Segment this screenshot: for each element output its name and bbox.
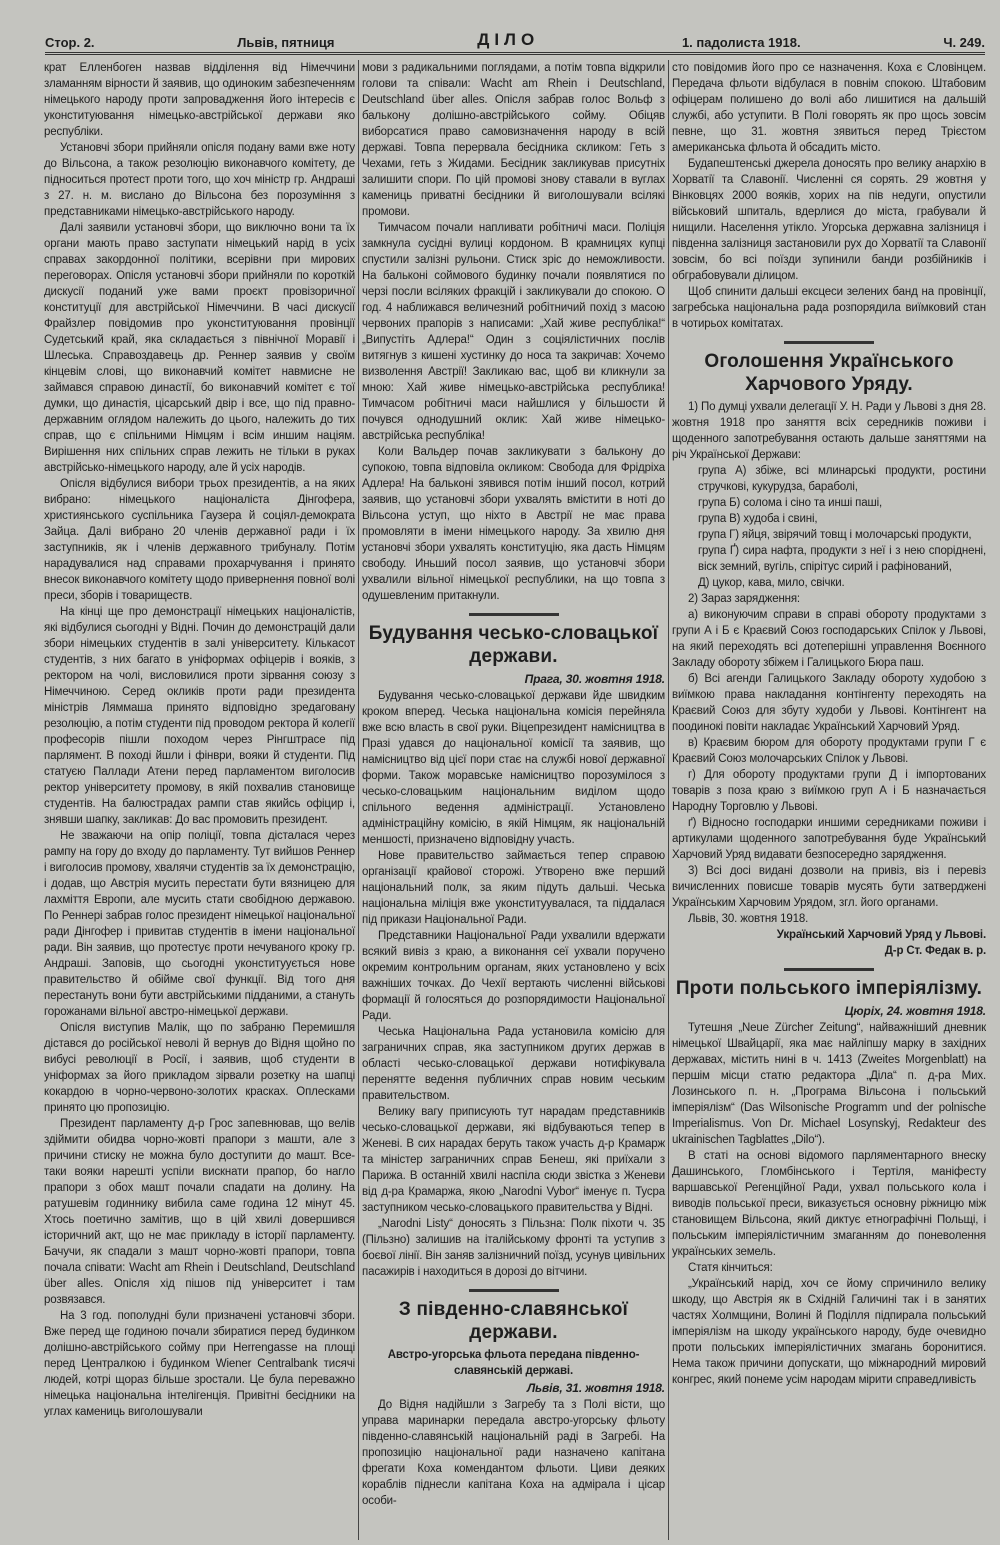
- page-header: [45, 28, 985, 55]
- column-3: [672, 60, 986, 1388]
- dateline: Львів, 31. жовтня 1918.: [526, 1381, 665, 1395]
- paragraph: 1) По думці ухвали делегації У. Н. Ради у Львові з дня 28. жовтня 1918 про заняття всіх середників поживи і щоденного запотребування остають дальше заняттями на річ Української Держави:: [672, 401, 986, 461]
- newspaper-title: ДІЛО: [477, 30, 540, 49]
- paragraph: Коли Вальдер почав закликувати з балькону до супокою, товпа відповіла окликом: Свобода для Фрідріха Адлера! На бальконі зявився потім інший посол, котрий заявив, що установчі збори ухвалять вмістити в ноті до Вільсона уступ, що ніхто в Австрії не має права промовляти в імени німецького народу. За хвилю дня установчі збори ухвалять конституцію, яка дасть Німцям свободу. Иньший посол заявив, що установчі збори ухвалили вільної німецької республики, на що товпа з одушевленим притакнули.: [362, 446, 665, 602]
- issue-date: 1. падолиста 1918.: [681, 35, 801, 50]
- article-headline: Оголошення Українського Харчового Уряду.: [704, 351, 954, 395]
- article-headline: Проти польського імперіялізму.: [675, 978, 983, 999]
- paragraph: сто повідомив його про се назначення. Коха є Словінцем. Передача фльоти відбулася в повнім спокою. Штабовим офіцерам полишено до волі або лишитися на дальшій службі, або уступити. В Полі говорять як про щось зовсім певне, що 31. жовтня зявиться перед Трієстом американська фльота й обсадить місто.: [672, 62, 986, 154]
- list-item: група В) худоба і свині,: [698, 513, 818, 525]
- paragraph: Тутешня „Neue Zürcher Zeitung“, найважніший дневник німецької Швайцарії, яка має найліпшу марку в західних державах, містить нині в ч. 1413 (Zweites Morgenblatt) на першім місци статю редактора „Діла“ п. д-ра Мих. Лозинського п. н. „Програма Вільсона і польський імперіялізм“ (Das Wilsonische Programm und der polnische Imperialismus. Von Dr. Michael Losynskyj, Redakteur des ukrainischen Tagblattes „Dilo“).: [672, 1022, 986, 1146]
- paragraph: На кінці ще про демонстрації німецьких націоналістів, які відбулися сьогодні у Відні. Почин до демонстрацій дали збори німецьких студентів в залі університету. Кількасот студентів, з них багато в уніформах офіцерів і вояків, з ректором на чолі, висловилися проти зірвання союзу з Німеччиною. Серед окликів проти ради президента міністрів Ляммаша принято відповідно зредаговану резолюцію, а потім студенти під проводом ректора й колегії професорів пішли походом через Рінгштрасе під парлямент. В поході йшли і фінври, вояки й студенти. Під статуєю Паллади Атени перед парламентом виголосив ректор університету промову, в якій похвалив становище студентів. На балюстрадах рампи став якийсь офіцир і, знявши шапку, закликав: До вас промовить президент.: [44, 606, 355, 826]
- column-divider: [668, 60, 669, 1540]
- paragraph: „Український нарід, хоч се йому спричинило велику шкоду, що Австрія як в Східній Галичині так і в занятих частях Холмщини, Волині й Поділля підпирала польський імперіялізм на шкоду українського народу, буде очевидно проти польських імперіялістичних змагань боронитися. Нема також причини допускати, що міжнародний мировий конгрес, який понеме усім народам мірити справедливість: [672, 1278, 986, 1386]
- paragraph: крат Елленбоген назвав відділення від Німеччини зламанням вірности й заявив, що одиноким забезпеченням німецького народу проти запровадження його інтересів є уконституювання німецько-австрійської держави яко республіки.: [44, 62, 355, 138]
- column-1: [44, 60, 355, 1420]
- column-divider: [358, 60, 359, 1540]
- list-item: група А) збіже, всі млинарські продукти, ростини стручкові, кукурудза, бараболі,: [698, 465, 986, 493]
- paragraph: На 3 год. пополудні були призначені установчі збори. Вже перед ще годиною почали збиратися перед будинком долішно-австрійського сойму при Herrengasse на площі перед Централкою і будинком Wiener Centralbank тисячі людей, котрі щораз більше зростали. Це була переважно німецька національна інтелігенція. Привітні бесідники на углах камениць виголошували: [44, 1310, 355, 1418]
- separator-rule: [469, 613, 559, 616]
- separator-rule: [469, 1289, 559, 1292]
- paragraph: Статя кінчиться:: [688, 1262, 773, 1274]
- paragraph: В статі на основі відомого парляментарного внеску Дашинського, Гломбінського і Тертіля, маніфесту варшавської Регенційної Ради, ухвал польського кола і виводів польської преси, виказується основну ріжницю між становищем Вільсона, який диктує етнографічні Польщі, і польським імперіялістичним змаганням до поневолення українських земель.: [672, 1150, 986, 1258]
- paragraph: Далі заявили установчі збори, що виключно вони та їх органи мають право заступати німецький нарід в усіх справах закордонної політики, всерівни при мирових переговорах. Опісля установчі збори прийняли по короткій дискусії поданий уже вами проєкт провізоричної конституції для австрійської Німеччини. В часі дискусії Фрайзлер повідомив про уконституювання провінції Судетський край, яка складається з північної Моравії і Шлеська. Справоздавець др. Реннер заявив у своїм кінцевім слові, що виконавчий комітет навмисне не займався справою династії, бо виконавчий комітет є тої думки, що династія, цісарський двір і все, що під правно-державним оглядом належить до цього, належить до тих справ, що є спільними Німцям і всім иншим націям. Вирішення них спільних справ лежить не тільки в руках австрійсько-німецького народу, але й усіх народів.: [44, 222, 355, 474]
- signature: Український Харчовий Уряд у Львові.: [776, 929, 986, 941]
- signature: Д-р Ст. Федак в. р.: [884, 945, 986, 957]
- paragraph: г) Для обороту продуктами групи Д і імпортованих товарів з поза краю з виїмкою груп А і Б назначається Народну Торговлю у Львові.: [672, 769, 986, 813]
- paragraph: Чеська Національна Рада установила комісію для заграничних справ, яка заступником других держав в області чесько-словацької держави нотифікувала перенятте ведення публичних справ новим чеським правительством.: [362, 1026, 665, 1102]
- paragraph: Опісля виступив Малік, що по забраню Перемишля дістався до російської неволі й вернув до Відня щойно по вибусі революції в Росії, і заявив, щоб студенти в уніформах за його прикладом зірвали розетку на шапці кокардою в чорно-червоно-золотих красках. Оплесками принято цю пропозицію.: [44, 1022, 355, 1114]
- issue-number: Ч. 249.: [943, 35, 985, 50]
- paragraph: Представники Національної Ради ухвалили вдержати всякий вивіз з краю, а виконання сеї ухвали поручено окремим контрольним органам, яких установлено у всіх важніших точках. До Чехії вертають численні військові формації й голосяться до розпорядимости Національної Ради.: [362, 930, 665, 1022]
- paragraph: Нове правительство займається тепер справою організації крайової сторожі. Утворено вже перший національний полк, за яким підуть дальші. Чеська національна міліція вже уконституувалася, та піддалася під прикази Національної Ради.: [362, 850, 665, 926]
- list-item: група Б) солома і сіно та инші паші,: [698, 497, 883, 509]
- paragraph: „Narodni Listy“ доносять з Пільзна: Полк піхоти ч. 35 (Пільзно) залишив на італійському фронті та уступив з боєвої лінії. Він заняв залізничний поїзд, усунув цивільних пасажирів і находиться в дорозі до вітчини.: [362, 1218, 665, 1278]
- paragraph: Не зважаючи на опір поліції, товпа дісталася через рампу на гору до входу до парламенту. Тут вийшов Реннер і виголосив промову, хвалячи студентів за їх демонстрацію, і додав, що Австрія мусить перестати бути вязницею для лахміття Европи, але мусить стати свобідною державою. По Реннері забрав голос президент німецької національної ради Дінгофер і привитав студентів в імени національної ради. Він заявив, що протестує проти нечуваного кроку гр. Андраші. Заповів, що сьогодні уконституується нове правительство й обійме свої функції. Від того дня перестануть вони бути австрійськими підданими, а стануть горожанами вільної австро-німецької держави.: [44, 830, 355, 1018]
- list-item: Д) цукор, кава, мило, свічки.: [698, 577, 845, 589]
- paragraph: Будування чесько-словацької держави йде швидким кроком вперед. Чеська національна комісія перейняла вже всю власть в свої руки. Віцепрезидент намісництва в Празі удався до національної комісії та заявив, що намісництво від цієї пори стає на службі нової державної форми. Також моравське намісництво порозумілося з чесько-словацьким національним виділом щодо спільного ведення адміністрації. Установлено адміністраційну комісію, в якій Німцям, як національній меншості, призначено відповідну участь.: [362, 690, 665, 846]
- list-item: група Г) яйця, звірячий товщ і молочарські продукти,: [698, 529, 972, 541]
- separator-rule: [784, 968, 874, 971]
- paragraph: 2) Зараз зарядження:: [688, 593, 800, 605]
- list-item: група Ґ) сира нафта, продукти з неї і з нею споріднені, віск земний, вугіль, спірітус сирий і рафінований,: [698, 545, 986, 573]
- dateline: Цюріх, 24. жовтня 1918.: [844, 1004, 986, 1018]
- dateline: Прага, 30. жовтня 1918.: [524, 672, 665, 686]
- separator-rule: [784, 341, 874, 344]
- paragraph: б) Всі агенди Галицького Закладу обороту худобою з виїмкою права накладання контінгенту переходять на Краєвий Союз для збуту худоби у Львові. Контінгент на поодинокі повіти накладає Український Харчовий Уряд.: [672, 673, 986, 733]
- paragraph: ґ) Відносно господарки иншими середниками поживи і артикулами щоденного запотребування буде Український Харчовий Уряд видавати безпосередно зарядження.: [672, 817, 986, 861]
- article-headline: Будування чесько-словацької держави.: [368, 623, 659, 667]
- paragraph: Тимчасом почали напливати робітничі маси. Поліція замкнула сусідні вулиці кордоном. В крамницях купці спустили залізні рульони. Стиск зріс до неможливости. На бальконі соймового будинку почали появлятися по черзі посли всіляких фракцій і закликували до спокою. О год. 4 наближався величезний робітничий похід з масою червоних прапорів з написами: „Хай живе республіка!“ „Випустіть Адлера!“ Один з соціялістичних послів витягнув з кишені хустинку до носа та закричав: Хочемо визволення Австрії! Закликаю вас, щоб ви кликнули за мною: Хай живе німецько-австрійська республика! Тимчасом робітничі маси найшлися у більшости й почувся однодушний оклик: Хай живе німецько-австрійська республіка!: [362, 222, 665, 442]
- paragraph: Будапештенські джерела доносять про велику анархію в Хорватії та Славонії. Численні ся сорять. 29 жовтня у Вінковцях 2000 вояків, хорих на пів недуги, опустили військовий шпиталь, вдерлися до міста, грабували й нищили. Населення утікло. Угорська державна залізниця і південна залізниця застановили рух до Хорватії та Славонії зовсім, бо всі поїзди зупинили банди розбійників і обграбовували ділицом.: [672, 158, 986, 282]
- paragraph: Президент парламенту д-р Грос запевнював, що велів здіймити обидва чорно-жовті прапори з машти, але з причини стиску не можна було доступити до машт. Все-таки вояки нарешті успіли вискнати прапор, бо нагло прапори з обох машт почали спадати на долину. На ратушевім годиннику вибила саме година 12 мінут 45. Хтось поетично замітив, що в цій хвилі довершився історичний акт, що не має прикладу в історії парламенту. Бачучи, як спадали з машт чорно-жовті прапори, товпа почала співати: Wacht am Rhein і Deutschland, Deutschland über alles. Опісля хід пішов під університет і там розвязався.: [44, 1118, 355, 1306]
- column-2: [362, 60, 665, 1509]
- paragraph: Опісля відбулися вибори трьох президентів, а на яких вибрано: німецького націоналіста Дінгофера, християнського суспільника Гаузера й соціял-демократа Зайца. Далі вибрано 20 членів державної ради і їх заступників, як і членів державного трибуналу. Потім нарадувалися над справами прохарчування і принято внесок виконавчого комітету щодо привернення повної волі преси, зборів і товариществ.: [44, 478, 355, 602]
- paragraph: Установчі збори прийняли опісля подану вами вже ноту до Вільсона, а також резолюцію виконавчого комітету, де підноситься протест проти того, що хоч міністр гр. Андраші з 27. н. м. вислано до Вільсона без порозуміння з представниками німецько-австрійського народу.: [44, 142, 355, 218]
- paragraph: в) Краєвим бюром для обороту продуктами групи Г є Краєвий Союз молочарських Спілок у Львові.: [672, 737, 986, 765]
- paragraph: мови з радикальними поглядами, а потім товпа відкрили голови та співали: Wacht am Rhein і Deutschland, Deutschland über alles. Опісля забрав голос Вольф з балькону долішно-австрійського сойму. Обіцяв виборсатися право самовизначення народу в всій державі. Товпа перервала бесідника скликом: Геть з Чехами, геть з Жидами. Бесідник закликував присутніх залишити спори. По цій промові знову ставали в вуглах камениць приватні бесідники й виголошували всілякі промови.: [362, 62, 665, 218]
- paragraph: Велику вагу приписують тут нарадам представників чесько-словацької держави, які відбуваються тепер в Женеві. В сих нарадах беруть також участь д-р Крамарж та міністер заграничних справ Бенеш, які приїхали з Парижа. В останній хвилі наспіла сюди звістка з Женеви від д-ра Крамаржа, якою „Narodni Vybor“ іменує п. Тусра заступником чесько-словацького правительства у Відні.: [362, 1106, 665, 1214]
- paragraph: Щоб спинити дальші ексцеси зелених банд на провінції, загребська національна рада розпорядила виїмковий стан в чотирьох комітатах.: [672, 286, 986, 330]
- paragraph: Львів, 30. жовтня 1918.: [688, 913, 809, 925]
- place-and-day: Львів, пятниця: [237, 35, 335, 50]
- paragraph: а) виконуючим справи в справі обороту продуктами з групи А і Б є Краєвий Союз господарських Спілок у Львові, на який переходять всі дотеперішні управлення Воєнного Закладу обороту збіжем і Галицького Бюра паш.: [672, 609, 986, 669]
- paragraph: До Відня надійшли з Загребу та з Полі вісти, що управа маринарки передала австро-угорську фльоту південно-славянській національній раді в Загребі. На пропозицію національної ради назначено капітана фрегати Коха комендантом фльоти. Циви деяких кораблів піднесли капітана Коха на адмірала і цісар особи-: [362, 1399, 665, 1507]
- page-number: Стор. 2.: [45, 35, 95, 50]
- article-subheadline: Австро-угорська фльота передана південно-славянській державі.: [387, 1349, 640, 1377]
- paragraph: 3) Всі досі видані дозволи на привіз, віз і перевіз вичисленних повисше товарів мусять бути затверджені Українським Харчовим Урядом, згл. його органами.: [672, 865, 986, 909]
- article-headline: З південно-славянської держави.: [398, 1299, 629, 1343]
